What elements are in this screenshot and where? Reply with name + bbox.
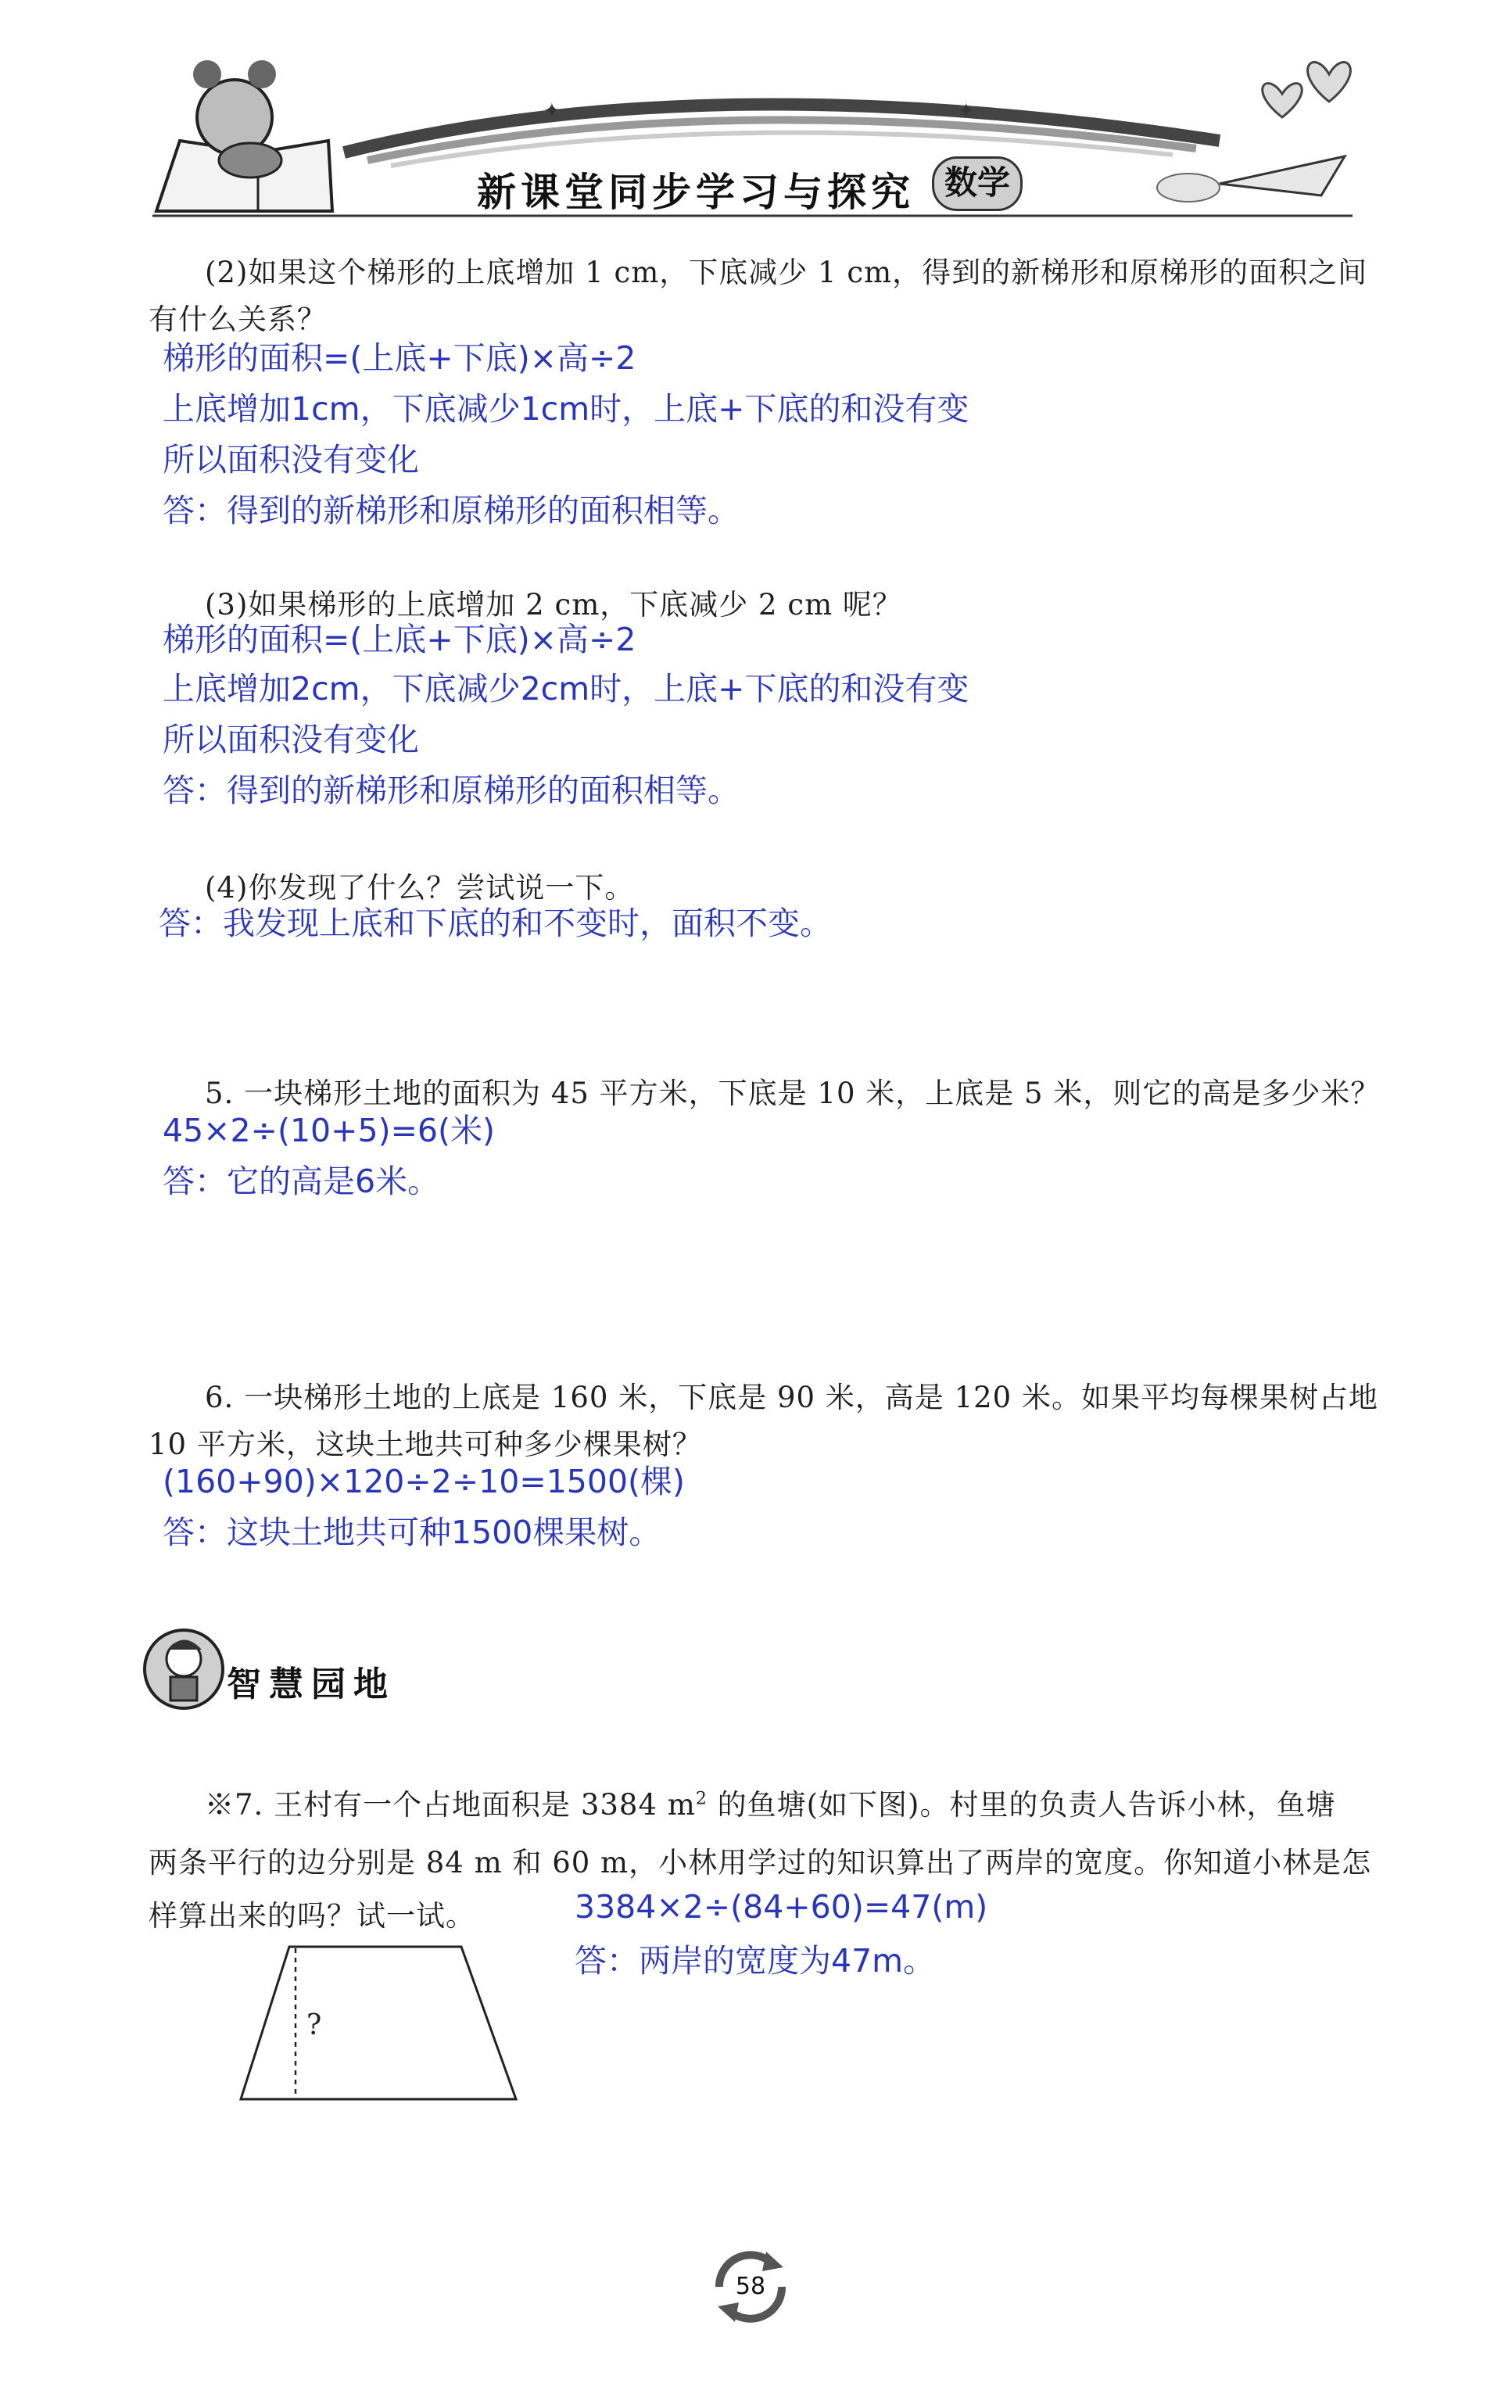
trapezoid-figure — [235, 1931, 547, 2103]
q4-4-answer: 答：我发现上底和下底的和不变时，面积不变。 — [159, 905, 832, 942]
q5-answer-line: 45×2÷(10+5)=6(米) — [163, 1112, 495, 1149]
q4-3-answer-line: 梯形的面积=(上底+下底)×高÷2 — [163, 621, 636, 658]
q4-4-line1: (4)你发现了什么？尝试说一下。 — [205, 871, 635, 905]
q6-line2: 10 平方米，这块土地共可种多少棵果树？ — [149, 1428, 702, 1461]
q4-3-line1: (3)如果梯形的上底增加 2 cm，下底减少 2 cm 呢？ — [205, 588, 902, 622]
q4-2-line2: 有什么关系？ — [149, 303, 327, 336]
q7-superscript: 2 — [695, 1789, 708, 1809]
q7-line3: 样算出来的吗？试一试。 — [149, 1899, 475, 1933]
q4-2-answer-line: 答：得到的新梯形和原梯形的面积相等。 — [163, 492, 740, 529]
q4-2-answer-line: 所以面积没有变化 — [163, 441, 419, 478]
page-header — [0, 0, 1512, 235]
q7-answer-line: 答：两岸的宽度为47m。 — [575, 1942, 936, 1980]
page-number: 58 — [735, 2273, 766, 2300]
subject-badge: 数学 — [932, 156, 1023, 211]
q5-answer-line: 答：它的高是6米。 — [163, 1163, 440, 1200]
section-title: 智慧园地 — [227, 1664, 396, 1704]
q4-3-answer-line: 上底增加2cm，下底减少2cm时，上底+下底的和没有变 — [163, 670, 969, 708]
book-title: 新课堂同步学习与探究 — [477, 170, 915, 215]
q7-answer-line: 3384×2÷(84+60)=47(m) — [575, 1888, 988, 1926]
svg-text:✦: ✦ — [543, 99, 561, 123]
q5-line1: 5. 一块梯形土地的面积为 45 平方米，下底是 10 米，上底是 5 米，则它的高是多少米？ — [205, 1077, 1381, 1110]
figure-height-label: ? — [306, 2009, 322, 2041]
q7-line2: 两条平行的边分别是 84 m 和 60 m，小林用学过的知识算出了两岸的宽度。你知道小林是怎 — [149, 1846, 1372, 1879]
q6-answer-line: 答：这块土地共可种1500棵果树。 — [163, 1514, 661, 1551]
q7-line1-start: ※7. 王村有一个占地面积是 3384 m — [205, 1788, 696, 1822]
q7-line1 — [205, 1781, 1335, 1823]
boy-mascot-icon — [141, 1626, 227, 1712]
q7-line1-end: 的鱼塘(如下图)。村里的负责人告诉小林，鱼塘 — [707, 1788, 1336, 1822]
q6-line1: 6. 一块梯形土地的上底是 160 米，下底是 90 米，高是 120 米。如果平均每棵果树占地 — [205, 1381, 1378, 1414]
q4-3-answer-line: 所以面积没有变化 — [163, 721, 419, 758]
q6-answer-line: (160+90)×120÷2÷10=1500(棵) — [163, 1463, 686, 1500]
q4-2-answer-line: 上底增加1cm，下底减少1cm时，上底+下底的和没有变 — [163, 390, 969, 428]
q4-2-answer-line: 梯形的面积=(上底+下底)×高÷2 — [163, 339, 636, 377]
q4-3-answer-line: 答：得到的新梯形和原梯形的面积相等。 — [163, 772, 740, 809]
svg-text:✦: ✦ — [958, 99, 975, 123]
q4-2-line1: (2)如果这个梯形的上底增加 1 cm，下底减少 1 cm，得到的新梯形和原梯形的面积之间 — [205, 256, 1368, 289]
